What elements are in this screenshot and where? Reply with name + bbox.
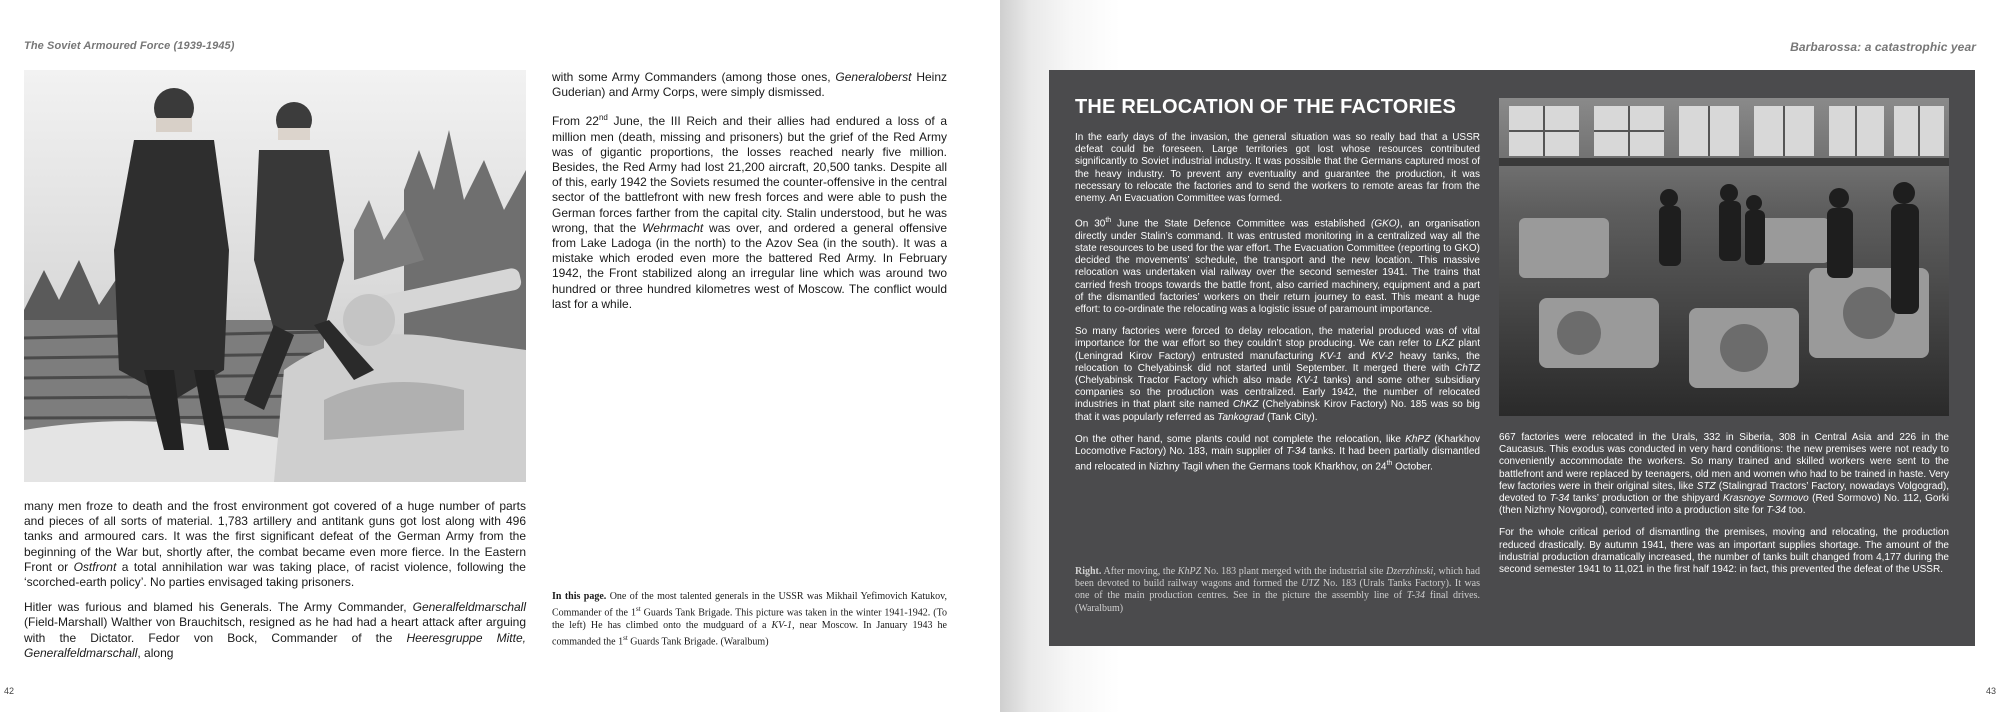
text-run: plant (Leningrad Kirov Factory) entrusted manufacturing	[1075, 338, 1480, 362]
text-run: One of the most talented generals in the USSR was Mikhail Yefimovich Katukov, Commander of the 1	[552, 591, 948, 619]
box-text-right-column	[1499, 432, 1949, 586]
text-run: 667 factories were relocated in the Urals, 332 in Siberia, 308 in Central Asia and 226 in the Caucasus. This exodus was conducted in very hard conditions: the new premises were not ready to conveniently accommodate the workers. So many trained and skilled workers were sent to the battlefront and were replaced by teenagers, old men and women who had to be trained in haste. Very few factories were in their original sites, like	[1499, 432, 1949, 492]
running-head-bold: Barbarossa:	[1790, 40, 1862, 54]
text-run-italic: Krasnoye Sormovo	[1723, 493, 1809, 505]
text-run: too.	[1786, 505, 1806, 517]
text-run: After moving, the	[1101, 566, 1178, 577]
paragraph	[552, 110, 947, 312]
text-run: tanks’ production or the shipyard	[1569, 493, 1724, 505]
text-run: (Red Sormovo) No. 112, Gorki (then Nizhny Novgorod), converted into a production site for	[1499, 493, 1950, 517]
text-run-italic: Generaloberst	[835, 70, 912, 84]
text-run: , which had been devoted to build railway wagons and formed the	[1075, 566, 1480, 590]
text-run: (Tank City).	[1264, 411, 1318, 423]
running-head-right	[1790, 40, 1976, 54]
paragraph	[24, 499, 526, 590]
page-number-right: 43	[1985, 686, 1996, 696]
text-run: (Kharkhov Locomotive Factory) No. 183, main supplier of	[1075, 433, 1480, 457]
left-text-bottom	[24, 499, 526, 671]
superscript: nd	[598, 113, 608, 123]
text-run: From 22	[552, 114, 599, 129]
text-run-italic: Ostfront	[73, 559, 117, 574]
photo-factory-image	[1499, 98, 1949, 416]
text-run-italic: KV-1	[771, 619, 793, 631]
text-run-italic: Dzerzhinski	[1386, 566, 1434, 577]
text-run: a total annihilation war was taking place, of racist violence, following the ‘scorched-earth policy’. No parties envisaged taking prisoners.	[24, 559, 526, 590]
left-text-column-right	[552, 70, 947, 322]
text-run-italic: KhPZ	[1177, 566, 1202, 577]
text-run: Hitler was furious and blamed his Generals. The Army Commander,	[24, 600, 413, 615]
text-run: , an organisation directly under Stalin’s command. It was entrusted monitoring in a centralized way all the state resources to be used for the war effort. The Evacuation Committee (reporting to GKO) decided the movements’ schedule, the transport and the new location. This massive relocation was undertaken vial railway over the second semester 1941. The trains that carried fresh troops towards the battle front, also carried machinery, equipment and a part of the dismantled factories’ workers on their return journey to east. This meant a huge effort: to co-ordinate the relocating was a logistic issue of paramount importance.	[1075, 218, 1480, 315]
photo-tank-officers-winter	[24, 70, 526, 482]
text-run: tanks) and some other subsidiary companies so the production was centralized. Early 1942, the number of relocated industries in that plant site named	[1075, 374, 1481, 411]
superscript: st	[635, 605, 641, 614]
paragraph	[1075, 434, 1480, 474]
text-run-italic: Generalfeldmarschall	[412, 600, 526, 615]
caption-lead: In this page.	[552, 591, 607, 602]
text-run-italic: KhPZ	[1405, 433, 1431, 445]
text-run-italic: Wehrmacht	[642, 220, 704, 235]
text-run: October.	[1392, 461, 1433, 473]
text-run: many men froze to death and the frost environment got covered of a huge number of parts and pieces of all sorts of material. 1,783 artillery and antitank guns got lost along with 496 tanks and armoured cars. It was the first significant defeat of the German Army from the beginning of the War but, shortly after, the combat became even more fierce. In the Eastern Front or	[24, 499, 526, 574]
text-run: heavy tanks, the relocation to Chelyabinsk did not started until September. It merged there with	[1075, 350, 1480, 374]
text-run-italic: ChKZ	[1232, 399, 1259, 411]
paragraph	[1075, 215, 1480, 316]
text-run: (Stalingrad Tractors’ Factory, nowadays Volgograd), devoted to	[1499, 480, 1950, 505]
text-run: , near Moscow. In January 1943 he commanded the 1	[552, 619, 947, 648]
paragraph: For the whole critical period of dismantling the premises, moving and relocating, the production reduced drastically. By autumn 1941, there was an important supplies shortage. The amount of the industrial production dramatically increased, the number of tanks built changed from 4,177 during the second semester 1941 to 11,021 in the first half 1942: in fact, this prevented the defeat of the USSR.	[1499, 527, 1949, 576]
text-run-italic: T-34	[1549, 493, 1570, 505]
superscript: th	[1386, 460, 1393, 468]
text-run: So many factories were forced to delay relocation, the material produced was of vital importance for the war effort so they couldn’t stop producing. We can refer to	[1075, 326, 1480, 350]
photo-caption-left	[552, 591, 947, 648]
running-head-rest: a catastrophic year	[1861, 40, 1976, 54]
running-head-left: The Soviet Armoured Force (1939-1945)	[24, 40, 235, 52]
sidebar-box-relocation	[1049, 70, 1975, 646]
text-run: tanks. It had been partially dismantled and relocated in Nizhny Tagil when the Germans took Kharkhov, on 24	[1075, 446, 1480, 473]
photo-caption-right	[1075, 566, 1480, 615]
text-run: final drives. (Waralbum)	[1075, 590, 1480, 614]
text-run: (Field-Marshall) Walther von Brauchitsch, resigned as he had had a heart attack after arguing with the Dictator. Fedor von Bock, Commander of the	[24, 615, 526, 645]
paragraph	[1499, 432, 1949, 517]
paragraph: In the early days of the invasion, the general situation was so really bad that a USSR defeat could be foreseen. Large territories got lost whose resources contributed significantly to Soviet industrial industry. It was possible that the Germans captured most of the heavy industry. To prevent any eventuality and guarantee the production, it was necessary to relocate the factories and to send the workers to remote areas far from the enemy. An Evacuation Committee was formed.	[1075, 132, 1480, 205]
text-run: was over, and ordered a general offensive from Lake Ladoga (in the north) to the Azov Sea (in the south). It was a mistake which eroded even more the battered Red Army. In February 1942, the Front stabilized along an irregular line which was around two hundred or three hundred kilometres west of Moscow. The conflict would last for a while.	[552, 220, 948, 311]
text-run-italic: ChTZ	[1455, 362, 1480, 374]
text-run: Guards Tank Brigade. This picture was taken in the winter 1941-1942. (To the left) He has climbed onto the mudguard of a	[552, 607, 948, 631]
text-run-italic: Tankograd	[1217, 411, 1265, 423]
text-run: No. 183 plant merged with the industrial site	[1201, 566, 1387, 577]
text-run: June the State Defence Committee was established	[1111, 218, 1371, 230]
text-run: On the other hand, some plants could not complete the relocation, like	[1075, 433, 1406, 445]
photo-factory-assembly-line	[1499, 98, 1949, 416]
text-run: (Chelyabinsk Tractor Factory which also made	[1075, 374, 1297, 386]
text-run-italic: KV-1	[1296, 374, 1319, 386]
text-run-italic: UTZ	[1301, 578, 1320, 590]
page-number-left: 42	[4, 686, 15, 696]
superscript: st	[623, 633, 628, 642]
text-run-italic: KV-1	[1319, 350, 1342, 362]
text-run-italic: T-34	[1286, 446, 1306, 457]
text-run: June, the III Reich and their allies had endured a loss of a million men (death, missing and prisoners) but the grief of the Red Army was of gigantic proportions, the losses reached nearly five million. Besides, the Red Army had lost 21,200 aircraft, 20,500 tanks. Despite all of this, early 1942 the Soviets resumed the counter-offensive in the central sector of the battlefront with new fresh forces and were able to push the German forces farther from the capital city. Stalin understood, but he was wrong, that the	[552, 114, 948, 235]
text-run: , along	[137, 645, 174, 660]
paragraph	[1075, 326, 1480, 424]
box-text-left-column	[1075, 132, 1480, 484]
paragraph	[24, 600, 526, 661]
text-run-italic: T-34	[1766, 505, 1787, 517]
text-run-italic: (GKO)	[1370, 218, 1400, 230]
box-title: THE RELOCATION OF THE FACTORIES	[1075, 96, 1457, 118]
text-run: No. 183 (Urals Tanks Factory). It was one of the main production centres. See in the picture the assembly line of	[1075, 578, 1480, 602]
text-run-italic: KV-2	[1371, 350, 1394, 362]
text-run: Heinz Guderian) and Army Corps, were simply dismissed.	[552, 70, 948, 100]
photo-tank-officers-image	[24, 70, 526, 482]
right-page	[1000, 0, 2000, 712]
superscript: th	[1105, 217, 1112, 225]
text-run-italic: STZ	[1696, 480, 1716, 492]
text-run: On 30	[1075, 218, 1106, 230]
text-run: Guards Tank Brigade. (Waralbum)	[627, 636, 769, 648]
text-run: (Chelyabinsk Kirov Factory) No. 185 was so big that it was popularly referred as	[1075, 399, 1480, 423]
text-run: and	[1341, 350, 1372, 362]
text-run-italic: Heeresgruppe Mitte, Generalfeldmarschall	[24, 630, 526, 660]
text-run: with some Army Commanders (among those ones,	[552, 70, 836, 84]
text-run-italic: LKZ	[1435, 338, 1455, 350]
paragraph	[552, 70, 947, 100]
text-run-italic: T-34	[1406, 590, 1426, 602]
caption-lead: Right.	[1075, 566, 1102, 577]
